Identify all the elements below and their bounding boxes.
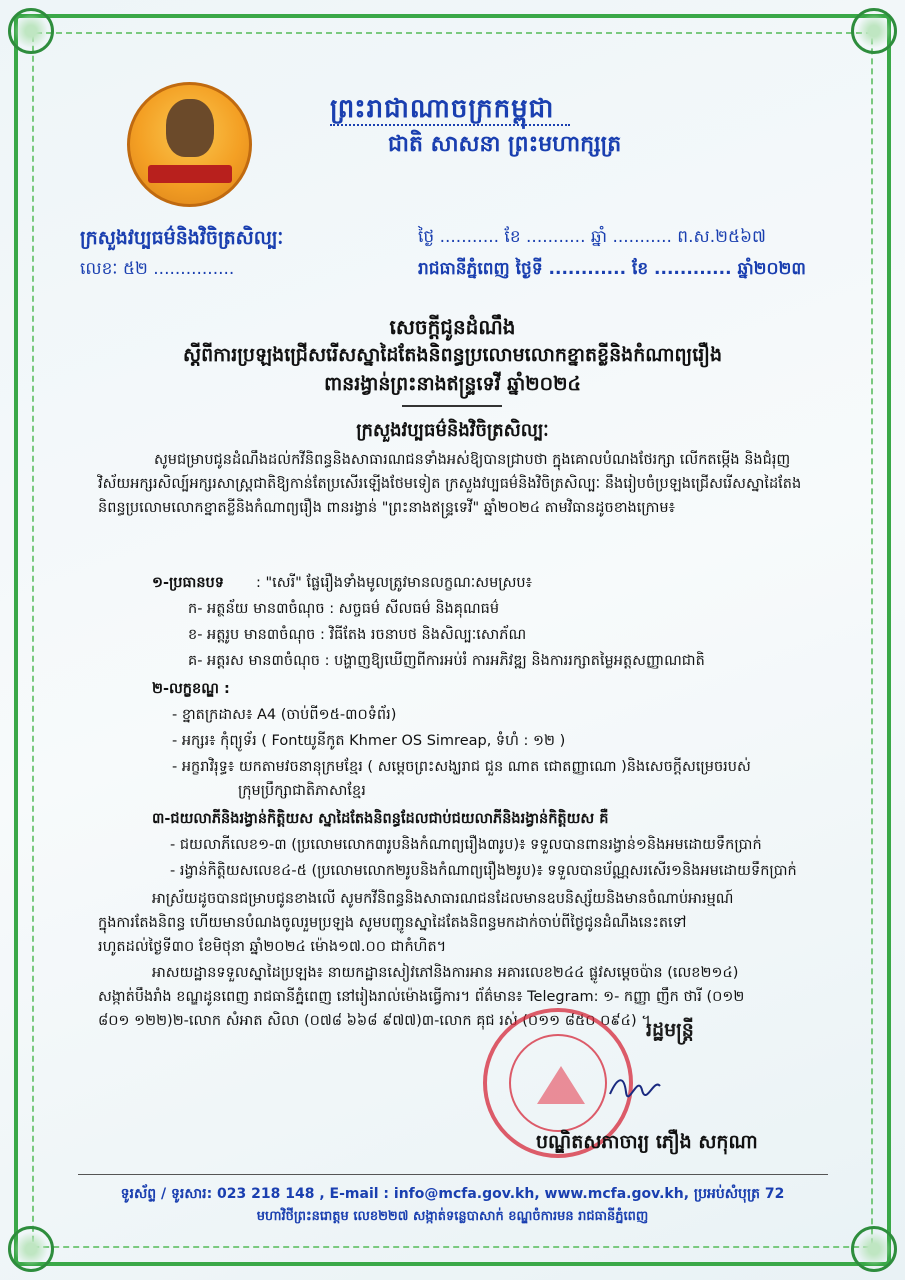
section-3-winners: - ជយលាភីលេខ១-៣ (ប្រលោមលោក៣រូបនិងកំណាព្យរឿង៣រូប)៖ ទទួលបានពានរង្វាន់១និងអមដោយទឹកប្រាក់ [170, 837, 762, 853]
logo-ribbon-shape [148, 165, 232, 183]
footer-divider [78, 1174, 828, 1175]
deadline-line-2: ក្នុងការតែងនិពន្ធ ហើយមានបំណងចូលរួមប្រឡង សូមបញ្ជូនស្នាដៃតែងនិពន្ធមកដាក់ចាប់ពីថ្ងៃជូនដំណឹងនេះតទៅ [98, 915, 687, 931]
section-1-item-a: ក- អត្ថន័យ មាន៣ចំណុច : សច្ចធម៌ សីលធម៌ និងគុណធម៌ [188, 601, 500, 617]
solar-date: រាជធានីភ្នំពេញ ថ្ងៃទី ............ ខែ ............ ឆ្នាំ២០២៣ [418, 259, 806, 279]
footer-address: មហាវិថីព្រះនរោត្តម លេខ២២៧ សង្កាត់ទន្លេបាសាក់ ខណ្ឌចំការមន រាជធានីភ្នំពេញ [256, 1209, 649, 1224]
lunar-date: ថ្ងៃ ........... ខែ ........... ឆ្នាំ ........... ព.ស.២៥៦៧ [418, 227, 766, 247]
section-1-label: ១-ប្រធានបទ [152, 575, 224, 591]
issuing-ministry: ក្រសួងវប្បធម៌និងវិចិត្រសិល្បៈ [356, 420, 549, 441]
deadline-line-1: អាស្រ័យដូចបានជម្រាបជូនខាងលើ សូមកវីនិពន្ធនិងសាធារណជនដែលមានឧបនិស្ស័យនិងមានចំណាប់អារម្មណ៍ [152, 891, 734, 907]
address-line-1: អាសយដ្ឋានទទួលស្នាដៃប្រឡង៖ នាយកដ្ឋានសៀវភៅនិងការអាន អគារលេខ២៤៤ ផ្លូវសម្តេចប៉ាន (លេខ២១៤) [152, 965, 739, 981]
corner-ornament-icon [8, 1226, 54, 1272]
notice-award: ពានរង្វាន់ព្រះនាងឥន្ទ្រទេវី ឆ្នាំ២០២៤ [324, 373, 581, 395]
section-3-honorable: - រង្វាន់កិត្តិយសលេខ៤-៥ (ប្រលោមលោក២រូបនិងកំណាព្យរឿង២រូប)៖ ទទួលបានប័ណ្ណសរសើរ១និងអមដោយទឹកប្រាក់ [170, 863, 797, 879]
section-2-item-spelling: - អក្ខរាវិរុទ្ធ៖ យកតាមវចនានុក្រមខ្មែរ ( សម្តេចព្រះសង្ឃរាជ ជួន ណាត ជោតញ្ញាណោ )និងសេចក្តីសម្រេចរបស់ [172, 759, 751, 775]
seal-inner-ring [509, 1034, 607, 1132]
section-1-item-c: គ- អត្តរស មាន៣ចំណុច : បង្ហាញឱ្យឃើញពីការអប់រំ ការអភិវឌ្ឍ និងការរក្សាតម្លៃអត្តសញ្ញាណជាតិ [188, 653, 705, 669]
deadline-line-3: រហូតដល់ថ្ងៃទី៣០ ខែមិថុនា ឆ្នាំ២០២៤ ម៉ោង១៧.០០ ជាកំហិត។ [98, 939, 447, 955]
section-1-text: : "សេរី" ផ្លែរឿងទាំងមូលត្រូវមានលក្ខណៈសមស្រប៖ [256, 575, 532, 591]
corner-ornament-icon [851, 8, 897, 54]
title-divider [402, 405, 502, 407]
notice-subject: ស្តីពីការប្រឡងជ្រើសរើសស្នាដៃតែងនិពន្ធប្រលោមលោកខ្នាតខ្លីនិងកំណាព្យរឿង [182, 344, 722, 366]
reference-number: លេខៈ ៥២ ............... [80, 259, 235, 279]
section-2-item-font: - អក្សរ៖ កុំព្យូទ័រ ( Fontយូនីកូត Khmer OS Simreap, ទំហំ : ១២ ) [172, 733, 566, 749]
handwritten-signature-icon [608, 1072, 662, 1100]
signatory-title: រដ្ឋមន្ត្រី [646, 1019, 694, 1041]
kingdom-heading: ព្រះរាជាណាចក្រកម្ពុជា [330, 94, 555, 124]
notice-title: សេចក្តីជូនដំណឹង [389, 315, 516, 339]
heading-underline [330, 124, 570, 126]
seal-temple-icon [537, 1066, 585, 1104]
signatory-name: បណ្ឌិតសភាចារ្យ ភឿង សកុណា [536, 1131, 758, 1153]
ministry-name: ក្រសួងវប្បធម៌និងវិចិត្រសិល្បៈ [80, 227, 284, 249]
corner-ornament-icon [851, 1226, 897, 1272]
national-motto: ជាតិ សាសនា ព្រះមហាក្សត្រ [388, 132, 622, 157]
section-2-item-paper: - ខ្នាតក្រដាស៖ A4 (ចាប់ពី១៥-៣០ទំព័រ) [172, 707, 397, 723]
address-line-3: ៨០១ ១២២)២-លោក សំអាត សិលា (០៧៨ ៦៦៨ ៩៧៧)៣-លោក គុជ រស់ (០១១ ៨៥០ ០៩៤) ។ [98, 1013, 651, 1029]
section-1-item-b: ខ- អត្តរូប មាន៣ចំណុច : វិធីតែង រចនាបថ និងសិល្បៈសោភ័ណ [188, 627, 527, 643]
section-2-item-spelling-cont: ក្រុមប្រឹក្សាជាតិភាសាខ្មែរ [238, 783, 366, 799]
logo-head-shape [166, 99, 214, 157]
address-line-2: សង្កាត់បឹងរាំង ខណ្ឌដូនពេញ រាជធានីភ្នំពេញ នៅរៀងរាល់ម៉ោងធ្វើការ។ ព័ត៌មាន៖ Telegram: ១- កញ្ញា ញឹក ថារី (០១២ [98, 989, 745, 1005]
intro-paragraph: សូមជម្រាបជូនដំណឹងដល់កវីនិពន្ធនិងសាធារណជនទាំងអស់ឱ្យបានជ្រាបថា ក្នុងគោលបំណងថែរក្សា លើកតម្កើង និងជំរុញវិស័យអក្សរសិល្ប៍អក្សរសាស្ត្រជាតិឱ្យកាន់តែប្រសើរឡើងថែមទៀត ក្រសួងវប្បធម៌និងវិចិត្រសិល្បៈ នឹងរៀបចំប្រឡងជ្រើសរើសស្នាដៃតែងនិពន្ធប្រលោមលោកខ្នាតខ្លីនិងកំណាព្យរឿង ពានរង្វាន់ "ព្រះនាងឥន្ទ្រទេវី" ឆ្នាំ២០២៤ តាមវិធានដូចខាងក្រោម៖ [98, 452, 802, 516]
section-2-label: ២-លក្ខខណ្ឌ : [152, 681, 230, 697]
ministry-logo-icon [127, 82, 252, 207]
footer-contact: ទូរស័ព្ទ / ទូរសារ: 023 218 148 , E-mail : info@mcfa.gov.kh, www.mcfa.gov.kh, ប្រអប់សំបុត្រ 72 [120, 1186, 785, 1202]
corner-ornament-icon [8, 8, 54, 54]
section-3-title: ៣-ជយលាភីនិងរង្វាន់កិត្តិយស ស្នាដៃតែងនិពន្ធដែលជាប់ជយលាភីនិងរង្វាន់កិត្តិយស គឺ [152, 811, 609, 827]
